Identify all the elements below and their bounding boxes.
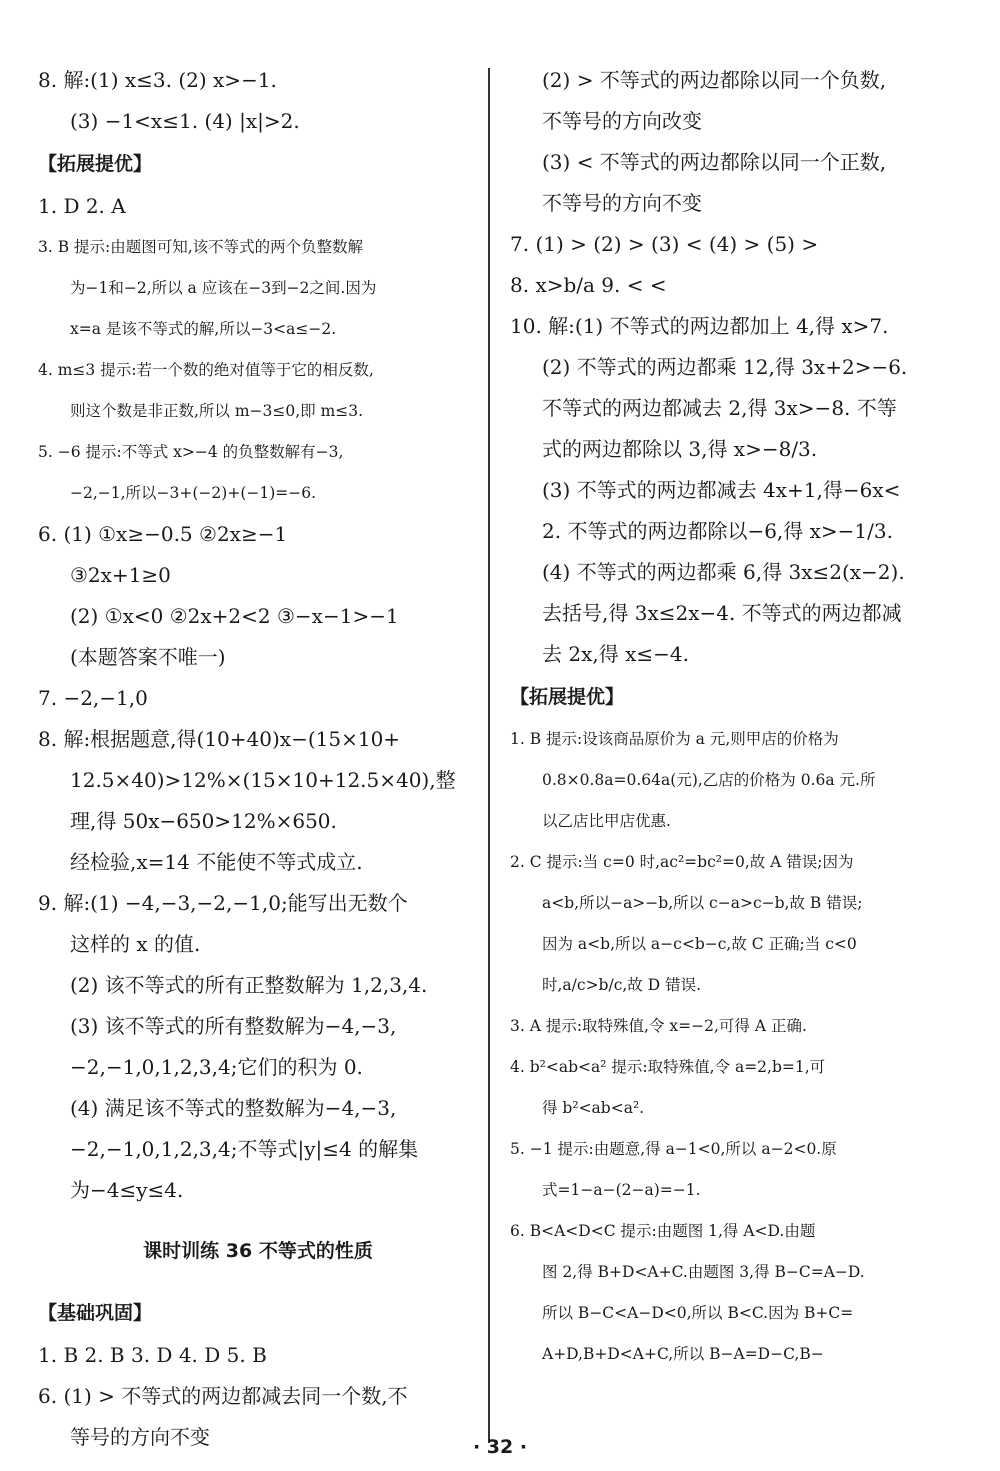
answer-line: 则这个数是非正数,所以 m−3≤0,即 m≤3. — [70, 402, 364, 420]
answer-line: (2) > 不等式的两边都除以同一个负数, — [542, 68, 887, 92]
answer-line: 不等号的方向不变 — [542, 191, 702, 215]
answer-line: (3) 不等式的两边都减去 4x+1,得−6x< — [542, 478, 901, 502]
answer-line: 去括号,得 3x≤2x−4. 不等式的两边都减 — [542, 601, 902, 625]
answer-line: a<b,所以−a>−b,所以 c−a>c−b,故 B 错误; — [542, 894, 863, 912]
answer-line: 时,a/c>b/c,故 D 错误. — [542, 976, 702, 994]
section-heading: 【拓展提优】 — [510, 686, 625, 708]
left-column — [38, 60, 478, 1458]
answer-line: (3) < 不等式的两边都除以同一个正数, — [542, 150, 887, 174]
answer-line: 1. B 2. B 3. D 4. D 5. B — [38, 1343, 267, 1367]
answer-line: 等号的方向不变 — [70, 1425, 210, 1449]
answer-line: 5. −1 提示:由题意,得 a−1<0,所以 a−2<0.原 — [510, 1140, 837, 1158]
answer-line: 8. x>b/a 9. < < — [510, 273, 667, 297]
right-column — [510, 60, 965, 1375]
answer-line: 2. C 提示:当 c=0 时,ac²=bc²=0,故 A 错误;因为 — [510, 853, 854, 871]
answer-line: −2,−1,0,1,2,3,4;它们的积为 0. — [70, 1055, 363, 1079]
answer-line: 因为 a<b,所以 a−c<b−c,故 C 正确;当 c<0 — [542, 935, 857, 953]
answer-line: 不等式的两边都减去 2,得 3x>−8. 不等 — [542, 396, 897, 420]
answer-line: (4) 满足该不等式的整数解为−4,−3, — [70, 1096, 397, 1120]
answer-line: (2) ①x<0 ②2x+2<2 ③−x−1>−1 — [70, 604, 399, 628]
section-heading: 【拓展提优】 — [38, 153, 153, 175]
answer-line: 8. 解:(1) x≤3. (2) x>−1. — [38, 68, 277, 92]
answer-line: 6. B<A<D<C 提示:由题图 1,得 A<D.由题 — [510, 1222, 816, 1240]
answer-line: 6. (1) > 不等式的两边都减去同一个数,不 — [38, 1384, 408, 1408]
answer-line: (4) 不等式的两边都乘 6,得 3x≤2(x−2). — [542, 560, 905, 584]
answer-line: (本题答案不唯一) — [70, 645, 226, 669]
answer-line: 经检验,x=14 不能使不等式成立. — [70, 850, 363, 874]
answer-line: ③2x+1≥0 — [70, 563, 171, 587]
answer-line: 2. 不等式的两边都除以−6,得 x>−1/3. — [542, 519, 893, 543]
answer-line: 8. 解:根据题意,得(10+40)x−(15×10+ — [38, 727, 401, 751]
answer-line: 7. (1) > (2) > (3) < (4) > (5) > — [510, 232, 819, 256]
answer-line: −2,−1,所以−3+(−2)+(−1)=−6. — [70, 484, 317, 502]
answer-line: 图 2,得 B+D<A+C.由题图 3,得 B−C=A−D. — [542, 1263, 865, 1281]
answer-line: 这样的 x 的值. — [70, 932, 201, 956]
answer-line: −2,−1,0,1,2,3,4;不等式|y|≤4 的解集 — [70, 1137, 419, 1161]
page-number: · 32 · — [472, 1436, 528, 1458]
answer-line: (2) 不等式的两边都乘 12,得 3x+2>−6. — [542, 355, 908, 379]
lesson-title: 课时训练 36 不等式的性质 — [143, 1240, 373, 1262]
answer-line: 不等号的方向改变 — [542, 109, 702, 133]
answer-line: 为−4≤y≤4. — [70, 1178, 184, 1202]
column-divider — [488, 68, 490, 1443]
answer-line: 理,得 50x−650>12%×650. — [70, 809, 337, 833]
answer-line: 7. −2,−1,0 — [38, 686, 148, 710]
answer-line: A+D,B+D<A+C,所以 B−A=D−C,B− — [542, 1345, 824, 1363]
answer-line: 5. −6 提示:不等式 x>−4 的负整数解有−3, — [38, 443, 344, 461]
answer-line: 1. D 2. A — [38, 194, 126, 218]
answer-line: 式=1−a−(2−a)=−1. — [542, 1181, 701, 1199]
answer-line: 4. b²<ab<a² 提示:取特殊值,令 a=2,b=1,可 — [510, 1058, 826, 1076]
answer-line: 0.8×0.8a=0.64a(元),乙店的价格为 0.6a 元.所 — [542, 771, 876, 789]
answer-line: 式的两边都除以 3,得 x>−8/3. — [542, 437, 818, 461]
answer-line: (3) −1<x≤1. (4) |x|>2. — [70, 109, 300, 133]
answer-line: 6. (1) ①x≥−0.5 ②2x≥−1 — [38, 522, 288, 546]
answer-line: 3. A 提示:取特殊值,令 x=−2,可得 A 正确. — [510, 1017, 807, 1035]
answer-line: 为−1和−2,所以 a 应该在−3到−2之间.因为 — [70, 279, 377, 297]
answer-line: 得 b²<ab<a². — [542, 1099, 645, 1117]
answer-line: 4. m≤3 提示:若一个数的绝对值等于它的相反数, — [38, 361, 374, 379]
answer-line: 12.5×40)>12%×(15×10+12.5×40),整 — [70, 768, 456, 792]
answer-line: 9. 解:(1) −4,−3,−2,−1,0;能写出无数个 — [38, 891, 408, 915]
section-heading: 【基础巩固】 — [38, 1302, 153, 1324]
answer-line: 10. 解:(1) 不等式的两边都加上 4,得 x>7. — [510, 314, 889, 338]
answer-line: 3. B 提示:由题图可知,该不等式的两个负整数解 — [38, 238, 364, 256]
answer-line: 以乙店比甲店优惠. — [542, 812, 671, 830]
answer-line: 1. B 提示:设该商品原价为 a 元,则甲店的价格为 — [510, 730, 839, 748]
answer-line: x=a 是该不等式的解,所以−3<a≤−2. — [70, 320, 337, 338]
answer-line: (3) 该不等式的所有整数解为−4,−3, — [70, 1014, 397, 1038]
answer-line: 去 2x,得 x≤−4. — [542, 642, 689, 666]
answer-line: 所以 B−C<A−D<0,所以 B<C.因为 B+C= — [542, 1304, 854, 1322]
answer-line: (2) 该不等式的所有正整数解为 1,2,3,4. — [70, 973, 428, 997]
